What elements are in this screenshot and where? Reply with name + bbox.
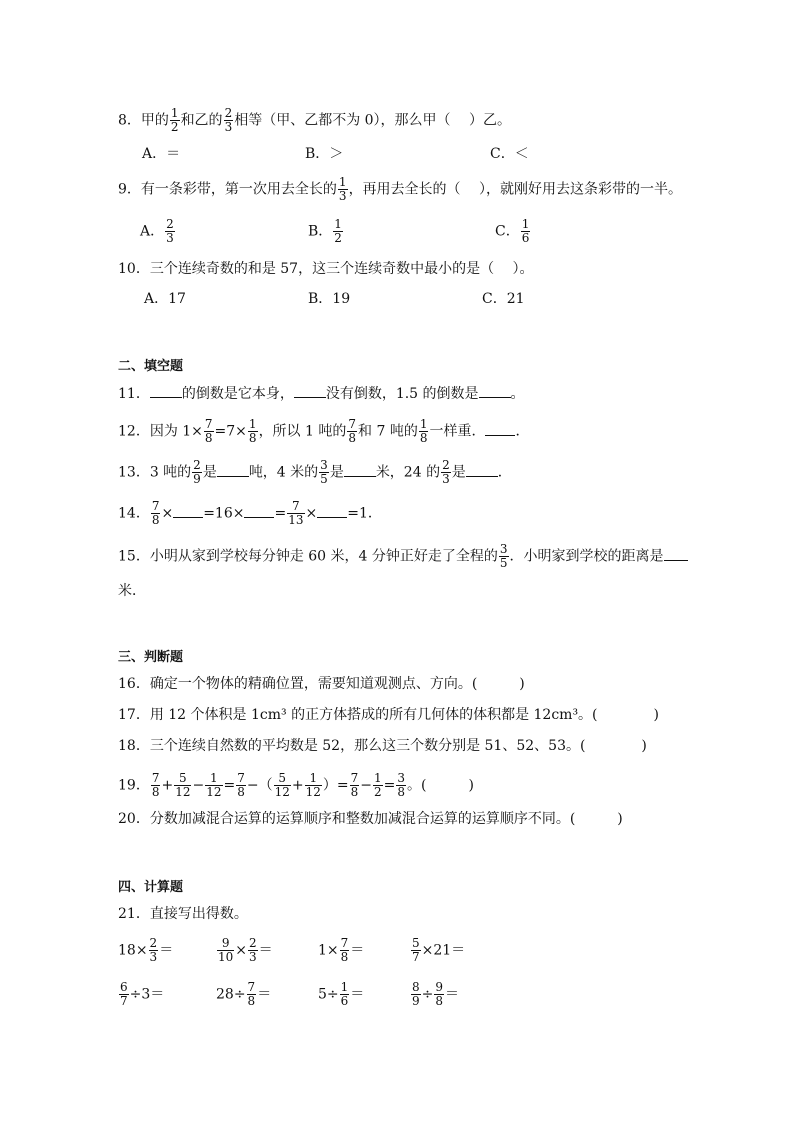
fraction bbox=[396, 772, 406, 799]
section-heading-true-false: 三、判断题 bbox=[118, 650, 184, 665]
question-21: 21．直接写出得数。 bbox=[118, 906, 248, 922]
text: ＝ bbox=[257, 986, 272, 1003]
text: ，再用去全长的（ ），就刚好用去这条彩带的一半。 bbox=[348, 181, 683, 198]
fraction bbox=[151, 772, 161, 799]
question-number: 8． bbox=[118, 112, 141, 129]
numerator: 9 bbox=[217, 937, 234, 951]
fraction bbox=[274, 772, 291, 799]
denominator: 8 bbox=[435, 994, 444, 1008]
numerator: 7 bbox=[247, 980, 256, 994]
denominator: 8 bbox=[340, 950, 349, 964]
calc-item bbox=[118, 937, 173, 964]
calc-item bbox=[118, 981, 164, 1008]
fraction bbox=[411, 937, 421, 964]
numerator: 1 bbox=[205, 772, 222, 786]
operator: ）= bbox=[322, 777, 349, 794]
answer-blank[interactable] bbox=[479, 383, 511, 398]
fraction bbox=[347, 418, 357, 445]
fraction bbox=[434, 981, 444, 1008]
text: ，所以 1 吨的 bbox=[258, 423, 347, 440]
question-19 bbox=[118, 772, 474, 799]
question-15 bbox=[118, 543, 688, 570]
numerator: 7 bbox=[340, 936, 349, 950]
question-number: 11． bbox=[118, 386, 150, 402]
operator: −（ bbox=[246, 777, 273, 794]
text: ＝ bbox=[159, 942, 174, 959]
numerator: 2 bbox=[166, 217, 174, 231]
answer-blank[interactable] bbox=[485, 421, 515, 436]
option-a[interactable]: A．＝ bbox=[142, 146, 181, 162]
text: ×21＝ bbox=[421, 942, 466, 959]
numerator: 2 bbox=[149, 936, 158, 950]
denominator: 3 bbox=[442, 472, 450, 486]
numerator: 1 bbox=[419, 417, 428, 431]
option-b[interactable] bbox=[308, 218, 344, 245]
operator: = bbox=[223, 777, 236, 794]
denominator: 8 bbox=[204, 431, 213, 445]
text: 米，24 的 bbox=[375, 464, 441, 481]
text: 12．因为 1× bbox=[118, 423, 203, 440]
option-a[interactable]: A．17 bbox=[144, 291, 186, 307]
fraction bbox=[151, 500, 161, 527]
denominator: 8 bbox=[419, 431, 428, 445]
text: 有一条彩带，第一次用去全长的 bbox=[140, 181, 337, 198]
numerator: 1 bbox=[374, 771, 382, 785]
text: =7× bbox=[214, 423, 247, 440]
fraction bbox=[247, 981, 257, 1008]
numerator: 5 bbox=[174, 772, 191, 786]
text: 。 bbox=[510, 386, 525, 402]
denominator: 3 bbox=[224, 120, 233, 134]
denominator: 9 bbox=[193, 472, 201, 486]
fraction bbox=[204, 418, 214, 445]
question-8 bbox=[118, 107, 511, 134]
numerator: 2 bbox=[193, 458, 201, 472]
text: ． bbox=[515, 423, 530, 440]
operator: − bbox=[192, 777, 205, 794]
numerator: 7 bbox=[204, 417, 213, 431]
numerator: 2 bbox=[249, 936, 257, 950]
numerator: 3 bbox=[320, 458, 328, 472]
question-number: 19． bbox=[118, 777, 150, 794]
text: 。( ) bbox=[407, 777, 474, 794]
text: × bbox=[161, 505, 174, 522]
numerator: 1 bbox=[305, 772, 322, 786]
calc-item bbox=[410, 981, 459, 1008]
denominator: 2 bbox=[334, 231, 342, 245]
text: 吨，4 米的 bbox=[248, 464, 319, 481]
operator: + bbox=[291, 777, 304, 794]
fraction bbox=[499, 543, 509, 570]
option-c[interactable] bbox=[495, 218, 531, 245]
fraction bbox=[333, 218, 343, 245]
question-11 bbox=[118, 383, 525, 404]
denominator: 3 bbox=[149, 950, 158, 964]
numerator: 5 bbox=[412, 936, 420, 950]
denominator: 8 bbox=[151, 785, 160, 799]
denominator: 5 bbox=[499, 556, 508, 570]
fraction bbox=[192, 459, 202, 486]
fraction bbox=[205, 772, 222, 799]
text: ＝ bbox=[445, 986, 460, 1003]
denominator: 8 bbox=[397, 785, 406, 799]
numerator: 3 bbox=[499, 542, 508, 556]
numerator: 7 bbox=[151, 499, 160, 513]
text: 是 bbox=[202, 464, 217, 481]
denominator: 9 bbox=[412, 994, 420, 1008]
question-17: 17．用 12 个体积是 1cm³ 的正方体搭成的所有几何体的体积都是 12cm³。( ) bbox=[118, 707, 659, 723]
question-number: 9． bbox=[118, 181, 141, 198]
denominator: 12 bbox=[175, 785, 191, 799]
text: = bbox=[274, 505, 287, 522]
fraction bbox=[287, 500, 304, 527]
text: ＝ bbox=[350, 986, 365, 1003]
fraction bbox=[338, 176, 348, 203]
fraction bbox=[248, 418, 258, 445]
fraction bbox=[411, 981, 421, 1008]
fraction bbox=[319, 459, 329, 486]
numerator: 2 bbox=[442, 458, 450, 472]
text: ．小明家到学校的距离是 bbox=[509, 548, 664, 565]
text: 1× bbox=[318, 942, 339, 959]
option-label: A． bbox=[140, 223, 165, 240]
denominator: 8 bbox=[247, 994, 256, 1008]
question-12 bbox=[118, 418, 529, 445]
fraction bbox=[441, 459, 451, 486]
text: ． bbox=[497, 464, 512, 481]
option-c[interactable]: C．21 bbox=[482, 291, 525, 307]
calc-item bbox=[318, 937, 364, 964]
text: × bbox=[305, 505, 318, 522]
fraction bbox=[224, 107, 234, 134]
numerator: 1 bbox=[334, 217, 342, 231]
denominator: 2 bbox=[374, 785, 382, 799]
numerator: 1 bbox=[170, 106, 179, 120]
answer-blank[interactable] bbox=[150, 383, 182, 398]
text: 和乙的 bbox=[180, 112, 223, 129]
denominator: 3 bbox=[338, 189, 347, 203]
text: 一样重． bbox=[429, 423, 486, 440]
fraction bbox=[217, 937, 234, 964]
option-label: C． bbox=[495, 223, 520, 240]
answer-blank[interactable] bbox=[294, 383, 326, 398]
denominator: 12 bbox=[274, 785, 290, 799]
text: 没有倒数，1.5 的倒数是 bbox=[325, 386, 479, 402]
denominator: 12 bbox=[305, 785, 321, 799]
fraction bbox=[419, 418, 429, 445]
denominator: 12 bbox=[206, 785, 222, 799]
operator: = bbox=[383, 777, 396, 794]
question-18: 18．三个连续自然数的平均数是 52，那么这三个数分别是 51、52、53。( ) bbox=[118, 738, 647, 754]
text: 甲的 bbox=[140, 112, 169, 129]
numerator: 8 bbox=[412, 980, 420, 994]
numerator: 1 bbox=[521, 217, 530, 231]
answer-blank[interactable] bbox=[173, 503, 203, 518]
fraction bbox=[119, 981, 129, 1008]
text: 的倒数是它本身， bbox=[181, 386, 294, 402]
numerator: 1 bbox=[340, 980, 349, 994]
denominator: 7 bbox=[120, 994, 128, 1008]
question-20: 20．分数加减混合运算的运算顺序和整数加减混合运算的运算顺序不同。( ) bbox=[118, 811, 623, 827]
operator: − bbox=[360, 777, 373, 794]
numerator: 2 bbox=[224, 106, 233, 120]
question-9 bbox=[118, 176, 682, 203]
numerator: 9 bbox=[435, 980, 444, 994]
text: 相等（甲、乙都不为 0），那么甲（ ）乙。 bbox=[234, 112, 512, 129]
numerator: 7 bbox=[287, 500, 304, 514]
denominator: 7 bbox=[412, 950, 420, 964]
question-13 bbox=[118, 459, 512, 486]
denominator: 8 bbox=[350, 785, 359, 799]
fraction bbox=[305, 772, 322, 799]
question-number: 14． bbox=[118, 505, 150, 522]
numerator: 1 bbox=[248, 417, 257, 431]
question-10: 10．三个连续奇数的和是 57，这三个连续奇数中最小的是（ ）。 bbox=[118, 261, 534, 277]
numerator: 6 bbox=[120, 980, 128, 994]
denominator: 6 bbox=[340, 994, 349, 1008]
calc-item bbox=[216, 937, 273, 964]
denominator: 8 bbox=[151, 513, 160, 527]
calc-item bbox=[216, 981, 271, 1008]
text: 15．小明从家到学校每分钟走 60 米，4 分钟正好走了全程的 bbox=[118, 548, 498, 565]
option-a[interactable] bbox=[140, 218, 176, 245]
option-b[interactable]: B．＞ bbox=[305, 146, 344, 162]
text: ＝ bbox=[258, 942, 273, 959]
denominator: 8 bbox=[248, 431, 257, 445]
operator: + bbox=[161, 777, 174, 794]
numerator: 5 bbox=[274, 772, 291, 786]
option-c[interactable]: C．＜ bbox=[490, 146, 529, 162]
operator: × bbox=[235, 942, 248, 959]
denominator: 3 bbox=[249, 950, 257, 964]
fraction bbox=[340, 937, 350, 964]
answer-blank[interactable] bbox=[466, 462, 498, 477]
answer-blank[interactable] bbox=[244, 503, 274, 518]
denominator: 2 bbox=[170, 120, 179, 134]
text: ÷3＝ bbox=[129, 986, 165, 1003]
fraction bbox=[248, 937, 258, 964]
text: 18× bbox=[118, 942, 148, 959]
numerator: 7 bbox=[350, 771, 359, 785]
fraction bbox=[340, 981, 350, 1008]
fraction bbox=[170, 107, 180, 134]
text: 是 bbox=[451, 464, 466, 481]
answer-blank[interactable] bbox=[317, 503, 347, 518]
calc-item bbox=[318, 981, 364, 1008]
fraction bbox=[165, 218, 175, 245]
fraction bbox=[521, 218, 531, 245]
text: ＝ bbox=[350, 942, 365, 959]
denominator: 10 bbox=[218, 950, 234, 964]
text: 是 bbox=[329, 464, 344, 481]
operator: ÷ bbox=[421, 986, 434, 1003]
question-15-cont: 米． bbox=[118, 583, 146, 599]
question-14 bbox=[118, 500, 382, 527]
section-heading-calculation: 四、计算题 bbox=[118, 880, 184, 895]
numerator: 7 bbox=[151, 771, 160, 785]
fraction bbox=[350, 772, 360, 799]
calc-item bbox=[410, 937, 465, 964]
text: =16× bbox=[203, 505, 245, 522]
answer-blank[interactable] bbox=[344, 462, 376, 477]
text: 13．3 吨的 bbox=[118, 464, 192, 481]
option-b[interactable]: B．19 bbox=[308, 291, 351, 307]
fraction bbox=[174, 772, 191, 799]
answer-blank[interactable] bbox=[217, 462, 249, 477]
numerator: 3 bbox=[397, 771, 406, 785]
denominator: 8 bbox=[237, 785, 245, 799]
text: 5÷ bbox=[318, 986, 339, 1003]
numerator: 7 bbox=[348, 417, 357, 431]
numerator: 1 bbox=[338, 175, 347, 189]
denominator: 13 bbox=[288, 513, 304, 527]
text: =1． bbox=[347, 505, 382, 522]
answer-blank[interactable] bbox=[664, 546, 688, 561]
numerator: 7 bbox=[237, 771, 245, 785]
text: 28÷ bbox=[216, 986, 246, 1003]
denominator: 8 bbox=[348, 431, 357, 445]
section-heading-fill-blank: 二、填空题 bbox=[118, 359, 184, 374]
fraction bbox=[236, 772, 246, 799]
denominator: 5 bbox=[320, 472, 328, 486]
question-16: 16．确定一个物体的精确位置，需要知道观测点、方向。( ) bbox=[118, 676, 525, 692]
denominator: 6 bbox=[521, 231, 530, 245]
option-label: B． bbox=[308, 223, 333, 240]
fraction bbox=[373, 772, 383, 799]
denominator: 3 bbox=[166, 231, 174, 245]
text: 和 7 吨的 bbox=[358, 423, 418, 440]
fraction bbox=[149, 937, 159, 964]
